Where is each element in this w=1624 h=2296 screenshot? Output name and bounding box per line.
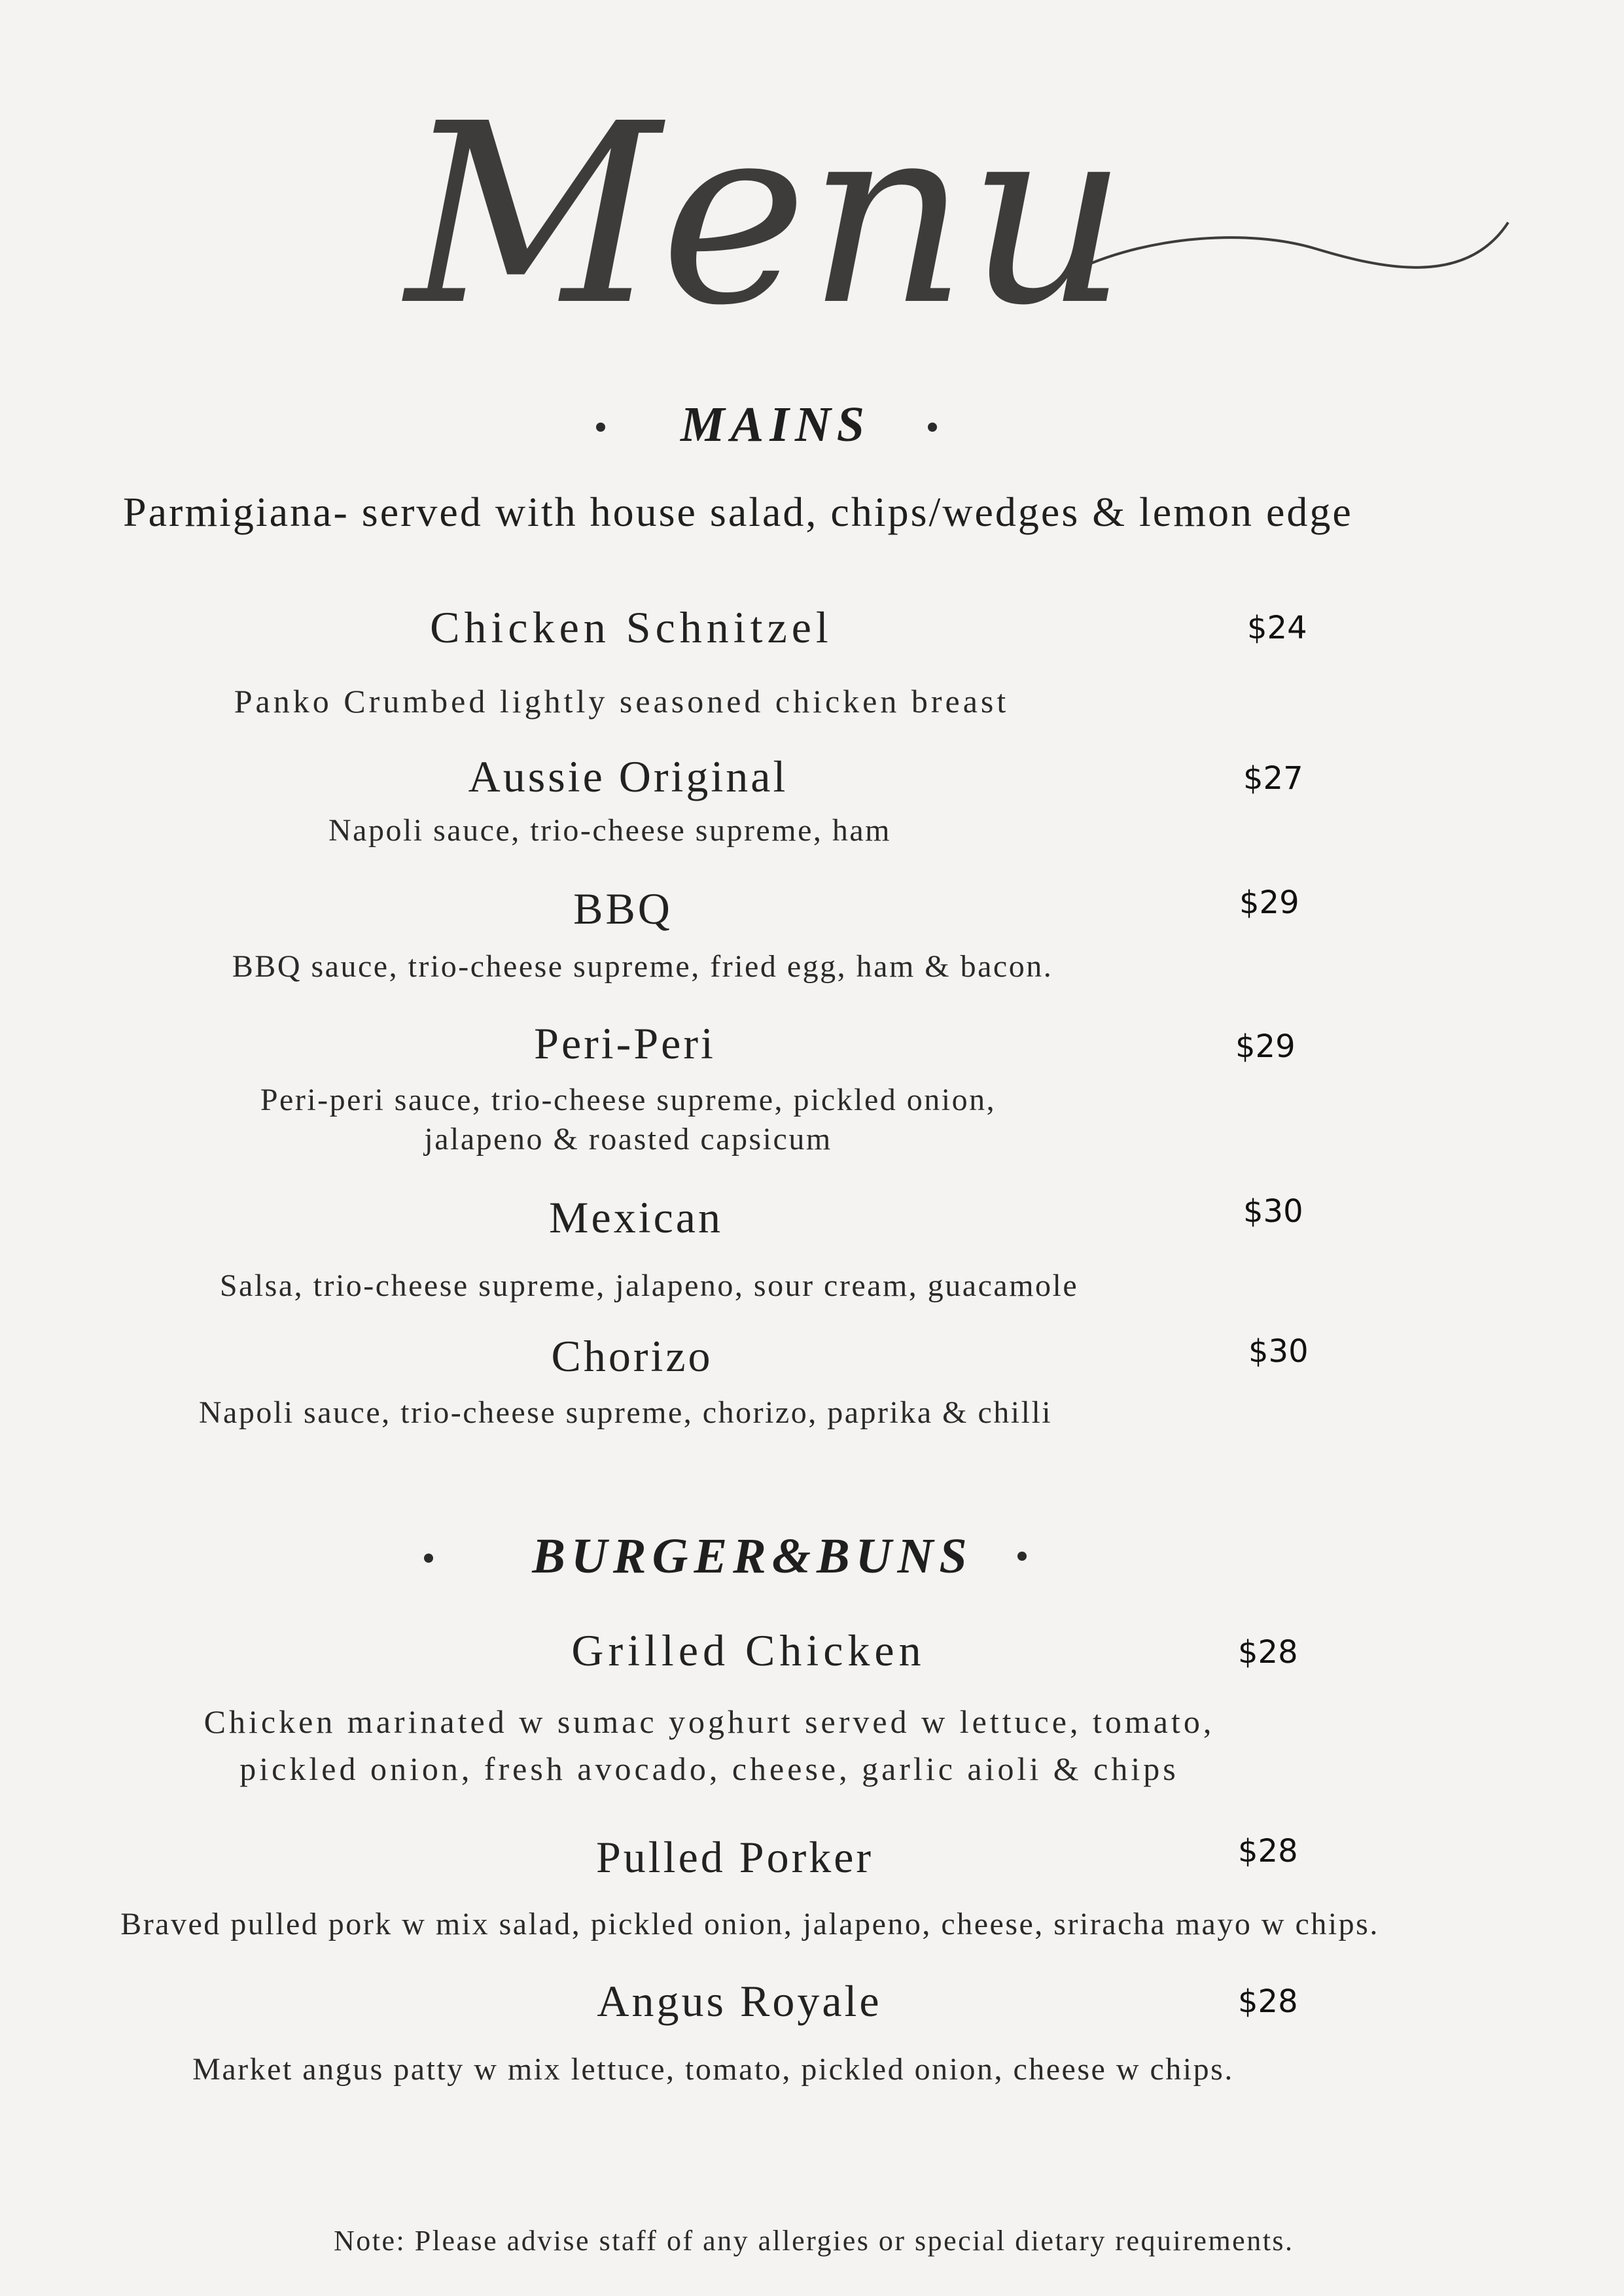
- item-description: Napoli sauce, trio-cheese supreme, ham: [328, 813, 892, 848]
- mains-left-dot: [596, 423, 605, 432]
- item-description-line: Chicken marinated w sumac yoghurt served w lettuce, tomato,: [203, 1703, 1215, 1740]
- item-price: $28: [1238, 1833, 1298, 1870]
- item-description: Napoli sauce, trio-cheese supreme, chorizo, paprika & chilli: [198, 1395, 1053, 1430]
- item-name: Chicken Schnitzel: [430, 602, 833, 652]
- item-name: Grilled Chicken: [571, 1626, 926, 1675]
- item-description-line: pickled onion, fresh avocado, cheese, garlic aioli & chips: [239, 1750, 1179, 1787]
- item-name: Peri-Peri: [534, 1018, 716, 1068]
- item-description-line: Peri-peri sauce, trio-cheese supreme, pickled onion,: [260, 1083, 997, 1117]
- item-name: BBQ: [573, 884, 673, 933]
- item-description: Panko Crumbed lightly seasoned chicken breast: [234, 683, 1010, 720]
- mains-subtitle: Parmigiana- served with house salad, chips/wedges & lemon edge: [123, 489, 1353, 535]
- item-price: $30: [1248, 1333, 1309, 1370]
- mains-right-dot: [928, 423, 937, 432]
- item-price: $28: [1238, 1634, 1298, 1671]
- item-name: Angus Royale: [597, 1976, 882, 2026]
- mains-heading: MAINS: [680, 397, 870, 452]
- item-price: $30: [1243, 1193, 1303, 1230]
- item-price: $29: [1239, 884, 1299, 921]
- title-flourish: [1080, 222, 1508, 268]
- item-description: Braved pulled pork w mix salad, pickled onion, jalapeno, cheese, sriracha mayo w chips.: [120, 1907, 1379, 1941]
- item-name: Aussie Original: [468, 752, 788, 801]
- item-description: [260, 1081, 996, 1159]
- item-description: Salsa, trio-cheese supreme, jalapeno, sour cream, guacamole: [219, 1268, 1079, 1303]
- burgers-right-dot: [1017, 1552, 1027, 1561]
- item-name: Chorizo: [551, 1331, 713, 1381]
- item-name: Mexican: [549, 1192, 723, 1242]
- item-price: $27: [1243, 760, 1303, 797]
- item-description: BBQ sauce, trio-cheese supreme, fried egg, ham & bacon.: [232, 949, 1053, 984]
- item-price: $24: [1247, 610, 1307, 646]
- burgers-left-dot: [424, 1554, 433, 1563]
- item-description: [204, 1698, 1215, 1792]
- menu-title-text: Menu: [406, 70, 1128, 340]
- item-name: Pulled Porker: [595, 1832, 874, 1882]
- menu-title: [366, 39, 1544, 340]
- burgers-heading: BURGER&BUNS: [532, 1529, 973, 1584]
- item-description-line: jalapeno & roasted capsicum: [424, 1122, 832, 1157]
- allergy-note: Note: Please advise staff of any allergies or special dietary requirements.: [334, 2225, 1294, 2257]
- item-price: $29: [1235, 1028, 1296, 1065]
- item-description: Market angus patty w mix lettuce, tomato, pickled onion, cheese w chips.: [192, 2052, 1234, 2087]
- item-price: $28: [1238, 1983, 1298, 2020]
